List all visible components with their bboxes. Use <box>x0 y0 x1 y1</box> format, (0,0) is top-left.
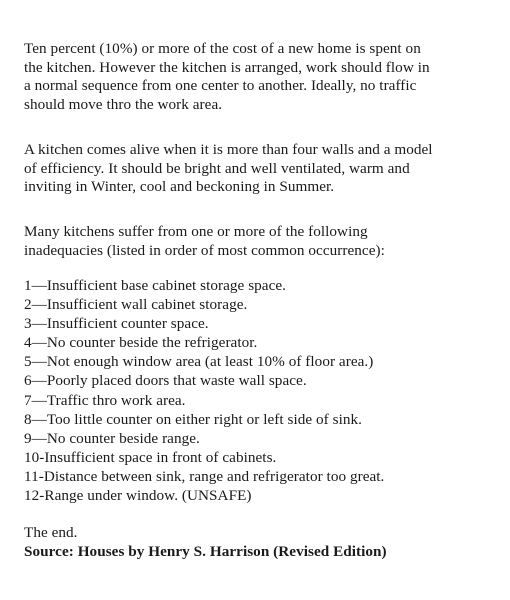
source-citation: Source: Houses by Henry S. Harrison (Revised Edition) <box>24 543 387 560</box>
list-item: 7—Traffic thro work area. <box>24 391 186 409</box>
inadequacies-list <box>24 276 384 505</box>
paragraph-kitchen-cost: Ten percent (10%) or more of the cost of a new home is spent on the kitchen. However the kitchen is arranged, work should flow in a normal sequence from one center to another. Ideally, no traffic should move thro the work area. <box>24 40 430 113</box>
closing-text: The end. <box>24 524 78 541</box>
list-item: 12-Range under window. (UNSAFE) <box>24 487 252 505</box>
paragraph-inadequacies-intro: Many kitchens suffer from one or more of the following inadequacies (listed in order of most common occurrence): <box>24 223 385 259</box>
list-item: 2—Insufficient wall cabinet storage. <box>24 296 248 314</box>
paragraph-kitchen-alive: A kitchen comes alive when it is more than four walls and a model of efficiency. It should be bright and well ventilated, warm and inviting in Winter, cool and beckoning in Summer. <box>24 141 433 196</box>
list-item: 11-Distance between sink, range and refrigerator too great. <box>24 467 385 485</box>
list-item: 6—Poorly placed doors that waste wall space. <box>24 372 307 390</box>
list-item: 9—No counter beside range. <box>24 429 200 447</box>
list-item: 3—Insufficient counter space. <box>24 315 209 333</box>
list-item: 10-Insufficient space in front of cabinets. <box>24 448 277 466</box>
list-item: 5—Not enough window area (at least 10% of floor area.) <box>24 353 374 371</box>
list-item: 1—Insufficient base cabinet storage space. <box>24 277 287 294</box>
list-item: 4—No counter beside the refrigerator. <box>24 334 258 352</box>
list-item: 8—Too little counter on either right or left side of sink. <box>24 410 362 428</box>
